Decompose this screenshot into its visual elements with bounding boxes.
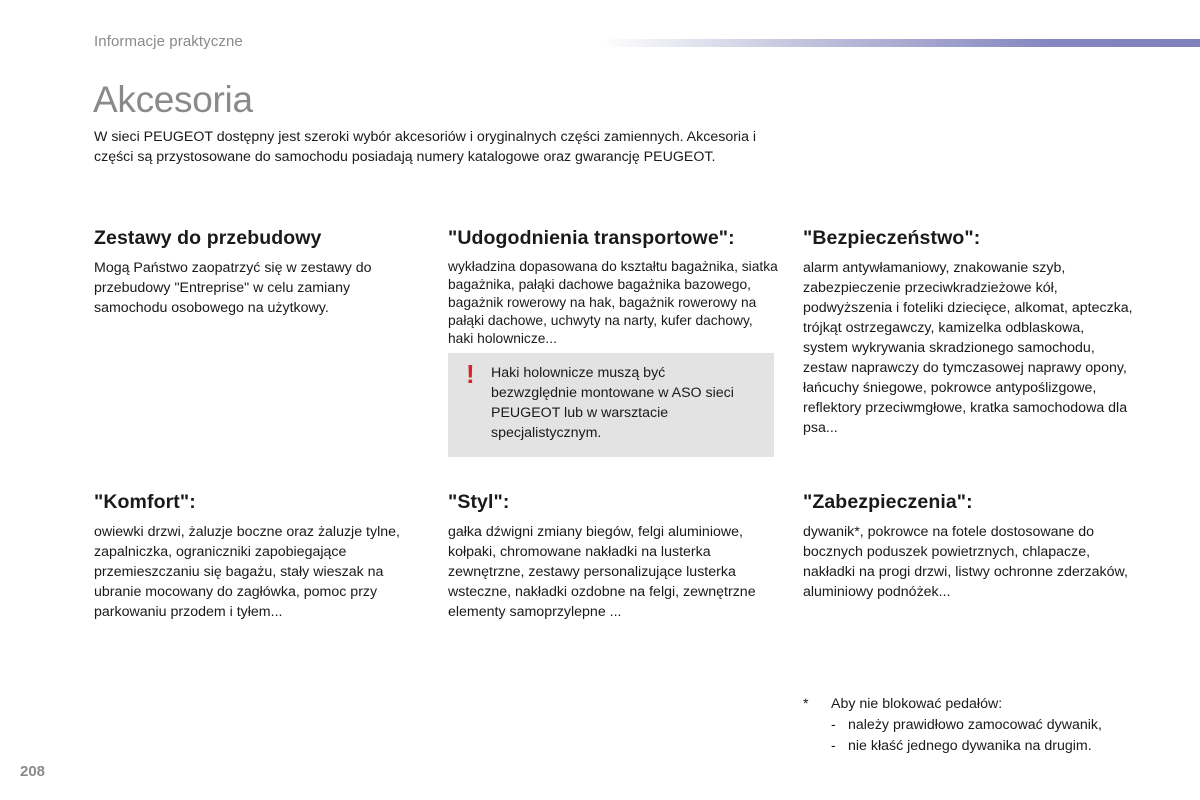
- section-body-bezpieczenstwo: alarm antywłamaniowy, znakowanie szyb, zabezpieczenie przeciwkradzieżowe kół, podwyższenia i foteliki dziecięce, alkomat, apteczka, trójkąt ostrzegawczy, kamizelka odblaskowa, system wykrywania skradzionego samochodu, zestaw naprawczy do tymczasowej naprawy opony, łańcuchy śniegowe, pokrowce antypoślizgowe, reflektory przeciwmgłowe, kratka samochodowa dla psa...: [803, 260, 1133, 436]
- section-body-styl: gałka dźwigni zmiany biegów, felgi aluminiowe, kołpaki, chromowane nakładki na lusterka zewnętrzne, zestawy personalizujące lusterka wsteczne, nakładki ozdobne na felgi, zewnętrzne elementy samoprzylepne ...: [448, 524, 756, 620]
- warning-text: Haki holownicze muszą być bezwzględnie montowane w ASO sieci PEUGEOT lub w warsztacie specjalistycznym.: [491, 365, 734, 441]
- section-header-label: Informacje praktyczne: [94, 33, 243, 50]
- header-gradient-rule: [600, 39, 1200, 47]
- list-dash: -: [831, 738, 836, 754]
- footnote-intro: [803, 694, 1163, 715]
- footnote-item-text: należy prawidłowo zamocować dywanik,: [848, 717, 1102, 733]
- section-zabezpieczenia: [803, 490, 1133, 602]
- list-dash: -: [831, 717, 836, 733]
- page-number: 208: [20, 763, 46, 780]
- section-heading-bezpieczenstwo: "Bezpieczeństwo":: [803, 227, 981, 249]
- intro-paragraph: W sieci PEUGEOT dostępny jest szeroki wybór akcesoriów i oryginalnych części zamiennych. Akcesoria i części są przystosowane do samochodu posiadają numery katalogowe oraz gwarancję PEUGEOT.: [94, 129, 757, 165]
- section-heading-komfort: "Komfort":: [94, 491, 196, 513]
- page-title: Akcesoria: [93, 79, 253, 120]
- footnote: [803, 694, 1163, 757]
- section-heading-zestawy: Zestawy do przebudowy: [94, 227, 322, 249]
- section-styl: [448, 490, 778, 622]
- section-body-komfort: owiewki drzwi, żaluzje boczne oraz żaluzje tylne, zapalniczka, ograniczniki zapobiegające przemieszczaniu się bagażu, stały wieszak na ubranie mocowany do zagłówka, pomoc przy parkowaniu przodem i tyłem...: [94, 524, 400, 620]
- warning-box: [448, 353, 774, 457]
- footnote-text: Aby nie blokować pedałów:: [831, 696, 1003, 712]
- section-udogodnienia: [448, 226, 778, 348]
- section-heading-zabezpieczenia: "Zabezpieczenia":: [803, 491, 973, 513]
- footnote-list-item: [803, 715, 1163, 736]
- section-zestawy: [94, 226, 414, 318]
- footnote-list-item: [803, 736, 1163, 757]
- section-body-zabezpieczenia: dywanik*, pokrowce na fotele dostosowane do bocznych poduszek powietrznych, chlapacze, nakładki na progi drzwi, listwy ochronne zderzaków, aluminiowy podnóżek...: [803, 524, 1128, 600]
- footnote-marker: *: [803, 696, 809, 712]
- footnote-item-text: nie kłaść jednego dywanika na drugim.: [848, 738, 1092, 754]
- section-komfort: [94, 490, 416, 622]
- section-heading-styl: "Styl":: [448, 491, 510, 513]
- section-heading-udogodnienia: "Udogodnienia transportowe":: [448, 227, 735, 249]
- section-body-zestawy: Mogą Państwo zaopatrzyć się w zestawy do przebudowy "Entreprise" w celu zamiany samochodu osobowego na użytkowy.: [94, 260, 372, 316]
- section-body-udogodnienia: wykładzina dopasowana do kształtu bagażnika, siatka bagażnika, pałąki dachowe bagażnika bazowego, bagażnik rowerowy na hak, bagażnik rowerowy na pałąki dachowe, uchwyty na narty, kufer dachowy, haki holownicze...: [448, 259, 778, 346]
- section-bezpieczenstwo: [803, 226, 1133, 438]
- exclamation-icon: !: [466, 359, 475, 389]
